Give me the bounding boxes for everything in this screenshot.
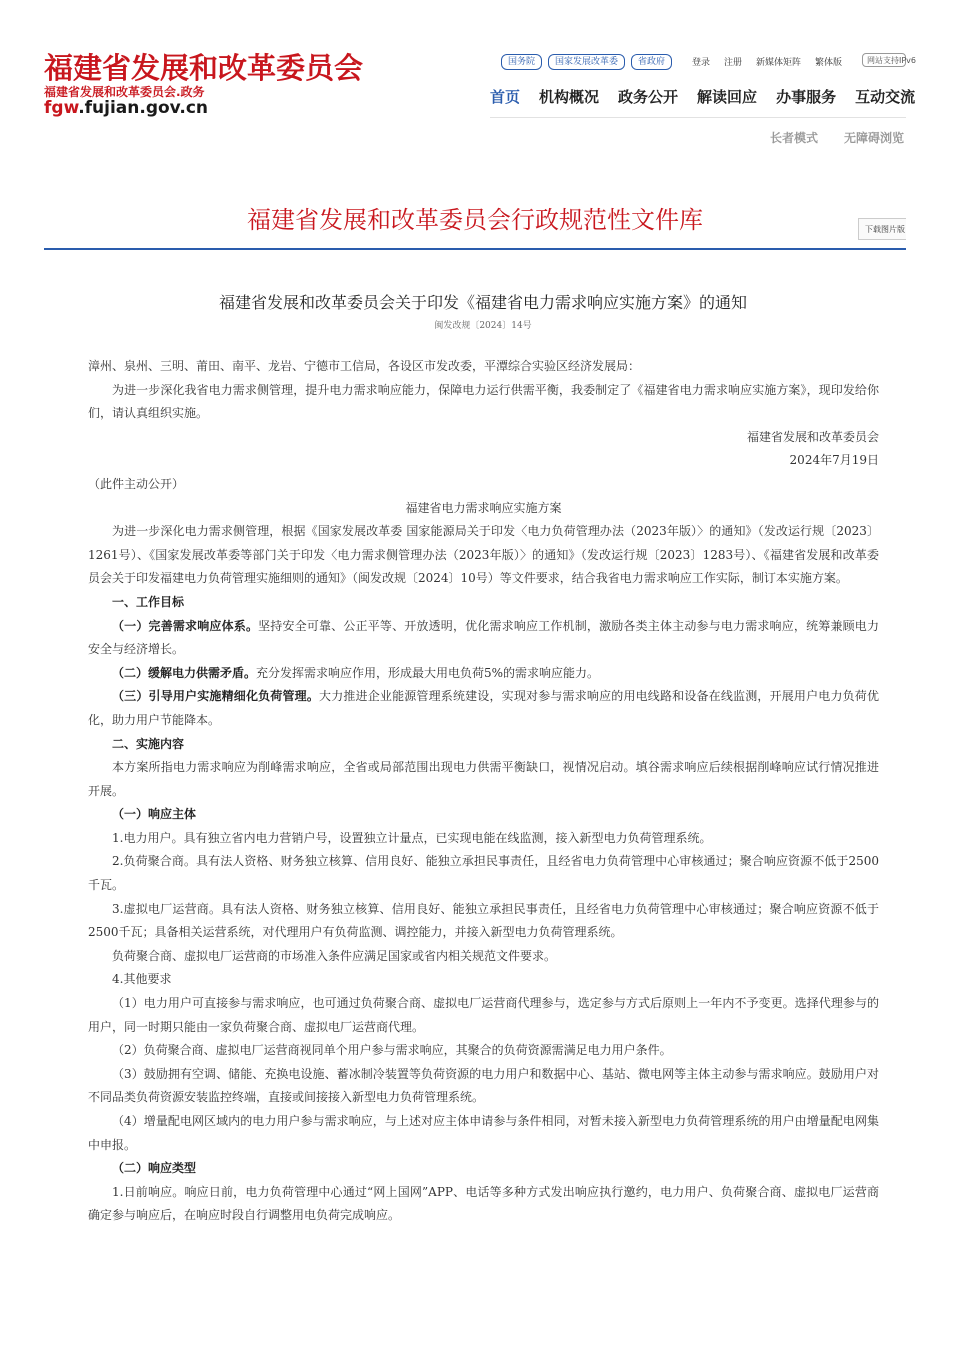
traditional-chinese-link[interactable]: 繁体版	[815, 58, 843, 68]
requirement-2: （2）负荷聚合商、虚拟电厂运营商视同单个用户参与需求响应，其聚合的负荷资源需满足电力用户条件。	[112, 1043, 672, 1058]
section-2-intro: 本方案所指电力需求响应为削峰需求响应，全省或局部范围出现电力供需平衡缺口，视情况启动。填谷需求响应后续根据削峰响应试行情况推进开展。	[88, 760, 879, 798]
new-media-link[interactable]: 新媒体矩阵	[756, 58, 802, 68]
section-heading-2: 二、实施内容	[112, 736, 185, 751]
subject-2: 2.负荷聚合商。具有法人资格、财务独立核算、信用良好、能独立承担民事责任，且经省电力负荷管理中心审核通过；聚合响应资源不低于2500千瓦。	[88, 854, 879, 893]
logo-url-prefix: fgw	[44, 98, 79, 118]
document-body	[88, 355, 879, 1228]
public-note: （此件主动公开）	[88, 476, 185, 491]
issue-date: 2024年7月19日	[789, 453, 879, 468]
library-title: 福建省发展和改革委员会行政规范性文件库	[247, 206, 703, 234]
type-1: 1.日前响应。响应日前，电力负荷管理中心通过“网上国网”APP、电话等多种方式发出响应执行邀约，电力用户、负荷聚合商、虚拟电厂运营商确定参与响应后，在响应时段自行调整用电负荷完成响应。	[88, 1184, 879, 1223]
subject-1: 1.电力用户。具有独立省内电力营销户号，设置独立计量点，已实现电能在线监测，接入新型电力负荷管理系统。	[112, 830, 712, 845]
document-title: 福建省发展和改革委员会关于印发《福建省电力需求响应实施方案》的通知	[218, 293, 747, 312]
goal-2	[88, 662, 879, 686]
notice-intro: 为进一步深化我省电力需求侧管理，提升电力需求响应能力，保障电力运行供需平衡，我委制定了《福建省电力需求响应实施方案》，现印发给你们，请认真组织实施。	[88, 382, 879, 421]
top-link-state-council[interactable]: 国务院	[501, 54, 542, 70]
requirement-1: （1）电力用户可直接参与需求响应，也可通过负荷聚合商、虚拟电厂运营商代理参与，选定参与方式后原则上一年内不予变更。选择代理参与的用户，同一时期只能由一家负荷聚合商、虚拟电厂运营商代理。	[88, 996, 879, 1034]
plan-title: 福建省电力需求响应实施方案	[405, 500, 562, 515]
login-link[interactable]: 登录	[692, 58, 711, 68]
goal-3	[88, 685, 879, 732]
goal-1-heading: （一）完善需求响应体系。	[112, 618, 259, 633]
goal-1-body: 坚持安全可靠、公正平等、开放透明，优化需求响应工作机制，激励各类主体主动参与电力需求响应，统筹兼顾电力安全与经济增长。	[88, 618, 879, 657]
signer: 福建省发展和改革委员会	[746, 429, 879, 444]
plan-intro: 为进一步深化电力需求侧管理，根据《国家发展改革委 国家能源局关于印发〈电力负荷管理办法（2023年版）〉的通知》（发改运行规〔2023〕1261号）、《国家发展改革委等部门关于印发〈电力需求侧管理办法（2023年版）〉的通知》（发改运行规〔2023〕1283号）、《福建省发展和改革委员会关于印发福建电力负荷管理实施细则的通知》（闽发改规〔2024〕10号）等文件要求，结合我省电力需求响应工作实际，制订本实施方案。	[88, 524, 879, 586]
goal-3-heading: （三）引导用户实施精细化负荷管理。	[112, 689, 320, 704]
site-header	[0, 0, 950, 170]
document-number: 闽发改规〔2024〕14号	[434, 321, 532, 331]
nav-about[interactable]: 机构概况	[539, 88, 600, 106]
main-nav	[490, 86, 916, 108]
subsection-heading-1: （一）响应主体	[112, 807, 197, 822]
subject-3: 3.虚拟电厂运营商。具有法人资格、财务独立核算、信用良好、能独立承担民事责任，且经省电力负荷管理中心审核通过；聚合响应资源不低于2500千瓦；具备相关运营系统，对代理用户有负荷监测、调控能力，并接入新型电力负荷管理系统。	[88, 901, 879, 940]
top-link-province-gov[interactable]: 省政府	[631, 54, 672, 70]
top-links	[501, 54, 672, 70]
utility-links	[692, 55, 842, 68]
goal-1	[88, 615, 879, 662]
goal-2-heading: （二）缓解电力供需矛盾。	[112, 665, 257, 680]
section-heading-1: 一、工作目标	[112, 594, 185, 609]
download-image-button[interactable]: 下载图片版	[858, 218, 906, 240]
goal-2-body: 充分发挥需求响应作用，形成最大用电负荷5%的需求响应能力。	[256, 665, 600, 680]
title-rule	[44, 248, 906, 250]
elder-mode-link[interactable]: 长者模式	[770, 131, 819, 145]
goal-3-body: 大力推进企业能源管理系统建设，实现对参与需求响应的用电线路和设备在线监测，开展用户电力负荷优化，助力用户节能降本。	[88, 689, 879, 727]
logo-url-rest: .fujian.gov.cn	[78, 98, 209, 118]
subject-4: 4.其他要求	[112, 972, 172, 987]
top-link-ndrc[interactable]: 国家发展改革委	[548, 54, 625, 70]
nav-services[interactable]: 办事服务	[776, 88, 837, 106]
subject-note: 负荷聚合商、虚拟电厂运营商的市场准入条件应满足国家或省内相关规范文件要求。	[112, 948, 557, 963]
subsection-heading-2: （二）响应类型	[112, 1161, 197, 1176]
site-logo-url	[44, 98, 208, 118]
requirement-4: （4）增量配电网区域内的电力用户参与需求响应，与上述对应主体申请参与条件相同，对暂未接入新型电力负荷管理系统的用户由增量配电网集中申报。	[88, 1114, 879, 1152]
nav-interaction[interactable]: 互动交流	[855, 88, 916, 106]
nav-interpretation[interactable]: 解读回应	[697, 88, 758, 106]
requirement-3: （3）鼓励拥有空调、储能、充换电设施、蓄冰制冷装置等负荷资源的电力用户和数据中心、基站、微电网等主体主动参与需求响应。鼓励用户对不同品类负荷资源安装监控终端，直接或间接接入新型电力负荷管理系统。	[88, 1066, 879, 1105]
site-logo-subtitle: 福建省发展和改革委员会.政务	[44, 85, 205, 99]
nav-home[interactable]: 首页	[490, 88, 521, 106]
barrier-free-link[interactable]: 无障碍浏览	[844, 131, 905, 145]
accessibility-links	[770, 129, 906, 147]
nav-gov-info[interactable]: 政务公开	[618, 88, 679, 106]
ipv6-badge: 网站支持IPv6	[862, 53, 906, 67]
site-logo-title[interactable]: 福建省发展和改革委员会	[44, 51, 364, 85]
recipients: 漳州、泉州、三明、莆田、南平、龙岩、宁德市工信局，各设区市发改委，平潭综合实验区经济发展局：	[88, 359, 641, 373]
register-link[interactable]: 注册	[724, 58, 743, 68]
nav-divider	[490, 117, 906, 118]
